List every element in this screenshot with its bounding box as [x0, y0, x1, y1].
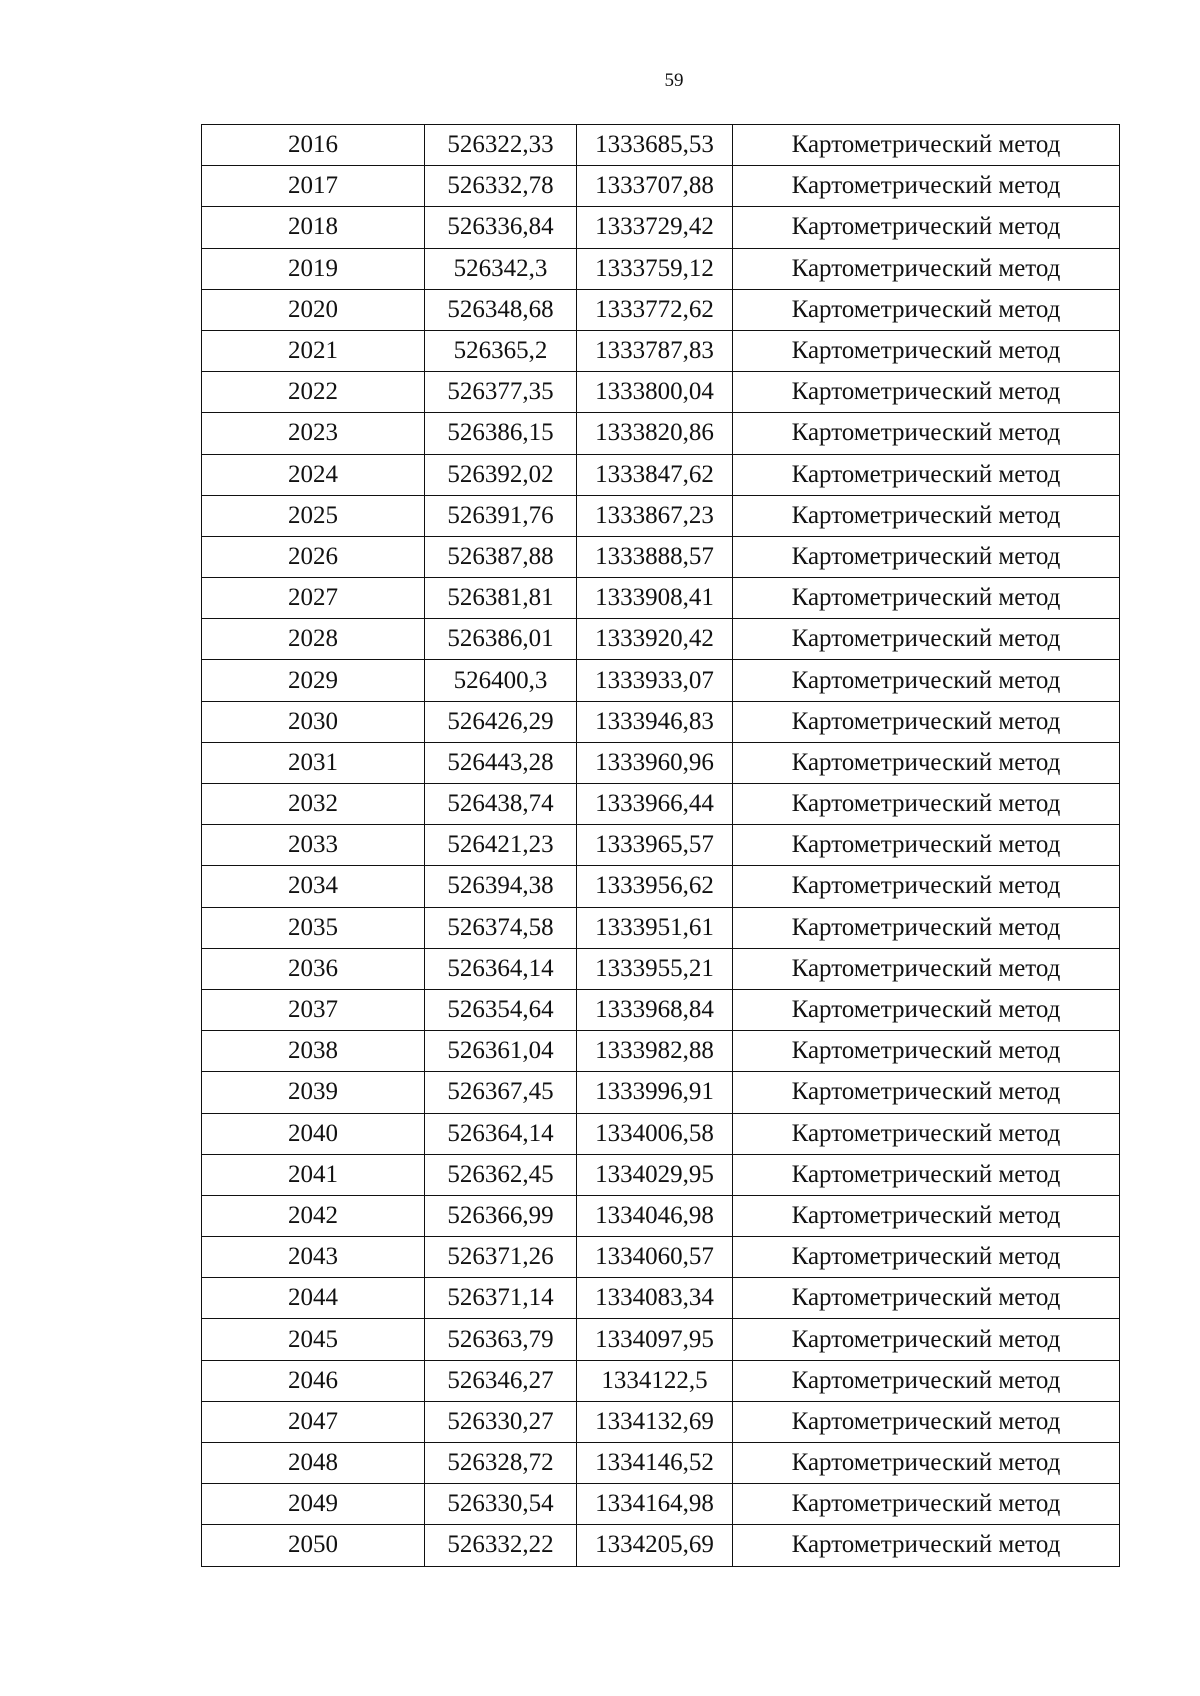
point-number-cell: 2049 — [202, 1484, 425, 1525]
method-cell: Картометрический метод — [733, 701, 1120, 742]
x-coordinate-cell: 526364,14 — [425, 1113, 577, 1154]
table-row — [202, 536, 1120, 577]
y-coordinate-cell: 1333888,57 — [577, 536, 733, 577]
x-coordinate-cell: 526362,45 — [425, 1154, 577, 1195]
point-number-cell: 2035 — [202, 907, 425, 948]
y-coordinate-cell: 1333787,83 — [577, 330, 733, 371]
method-cell: Картометрический метод — [733, 989, 1120, 1030]
method-cell: Картометрический метод — [733, 1237, 1120, 1278]
method-cell: Картометрический метод — [733, 1401, 1120, 1442]
y-coordinate-cell: 1334122,5 — [577, 1360, 733, 1401]
point-number-cell: 2029 — [202, 660, 425, 701]
method-cell: Картометрический метод — [733, 1484, 1120, 1525]
point-number-cell: 2033 — [202, 825, 425, 866]
y-coordinate-cell: 1333908,41 — [577, 578, 733, 619]
table-row — [202, 907, 1120, 948]
point-number-cell: 2032 — [202, 784, 425, 825]
x-coordinate-cell: 526346,27 — [425, 1360, 577, 1401]
point-number-cell: 2025 — [202, 495, 425, 536]
y-coordinate-cell: 1333946,83 — [577, 701, 733, 742]
method-cell: Картометрический метод — [733, 1360, 1120, 1401]
x-coordinate-cell: 526366,99 — [425, 1195, 577, 1236]
x-coordinate-cell: 526328,72 — [425, 1443, 577, 1484]
y-coordinate-cell: 1333820,86 — [577, 413, 733, 454]
point-number-cell: 2018 — [202, 207, 425, 248]
table-row — [202, 866, 1120, 907]
table-row — [202, 948, 1120, 989]
method-cell: Картометрический метод — [733, 454, 1120, 495]
y-coordinate-cell: 1333956,62 — [577, 866, 733, 907]
point-number-cell: 2040 — [202, 1113, 425, 1154]
table-row — [202, 1443, 1120, 1484]
x-coordinate-cell: 526386,01 — [425, 619, 577, 660]
method-cell: Картометрический метод — [733, 289, 1120, 330]
x-coordinate-cell: 526426,29 — [425, 701, 577, 742]
method-cell: Картометрический метод — [733, 907, 1120, 948]
table-row — [202, 1319, 1120, 1360]
point-number-cell: 2019 — [202, 248, 425, 289]
y-coordinate-cell: 1333996,91 — [577, 1072, 733, 1113]
point-number-cell: 2036 — [202, 948, 425, 989]
table-row — [202, 1360, 1120, 1401]
point-number-cell: 2037 — [202, 989, 425, 1030]
x-coordinate-cell: 526332,78 — [425, 166, 577, 207]
y-coordinate-cell: 1334132,69 — [577, 1401, 733, 1442]
point-number-cell: 2031 — [202, 742, 425, 783]
table-row — [202, 660, 1120, 701]
table-row — [202, 1031, 1120, 1072]
y-coordinate-cell: 1333933,07 — [577, 660, 733, 701]
table-row — [202, 1525, 1120, 1566]
y-coordinate-cell: 1334029,95 — [577, 1154, 733, 1195]
y-coordinate-cell: 1334097,95 — [577, 1319, 733, 1360]
point-number-cell: 2043 — [202, 1237, 425, 1278]
y-coordinate-cell: 1333867,23 — [577, 495, 733, 536]
table-row — [202, 1154, 1120, 1195]
point-number-cell: 2016 — [202, 125, 425, 166]
x-coordinate-cell: 526421,23 — [425, 825, 577, 866]
table-row — [202, 289, 1120, 330]
y-coordinate-cell: 1334146,52 — [577, 1443, 733, 1484]
x-coordinate-cell: 526387,88 — [425, 536, 577, 577]
point-number-cell: 2050 — [202, 1525, 425, 1566]
y-coordinate-cell: 1333955,21 — [577, 948, 733, 989]
x-coordinate-cell: 526443,28 — [425, 742, 577, 783]
y-coordinate-cell: 1333920,42 — [577, 619, 733, 660]
point-number-cell: 2021 — [202, 330, 425, 371]
table-row — [202, 248, 1120, 289]
y-coordinate-cell: 1333965,57 — [577, 825, 733, 866]
table-row — [202, 166, 1120, 207]
point-number-cell: 2042 — [202, 1195, 425, 1236]
x-coordinate-cell: 526322,33 — [425, 125, 577, 166]
table-row — [202, 619, 1120, 660]
point-number-cell: 2038 — [202, 1031, 425, 1072]
method-cell: Картометрический метод — [733, 1319, 1120, 1360]
table-row — [202, 1195, 1120, 1236]
method-cell: Картометрический метод — [733, 866, 1120, 907]
point-number-cell: 2020 — [202, 289, 425, 330]
x-coordinate-cell: 526354,64 — [425, 989, 577, 1030]
method-cell: Картометрический метод — [733, 1443, 1120, 1484]
point-number-cell: 2041 — [202, 1154, 425, 1195]
method-cell: Картометрический метод — [733, 1031, 1120, 1072]
table-row — [202, 1484, 1120, 1525]
point-number-cell: 2024 — [202, 454, 425, 495]
method-cell: Картометрический метод — [733, 825, 1120, 866]
x-coordinate-cell: 526348,68 — [425, 289, 577, 330]
point-number-cell: 2022 — [202, 372, 425, 413]
y-coordinate-cell: 1334164,98 — [577, 1484, 733, 1525]
y-coordinate-cell: 1333772,62 — [577, 289, 733, 330]
method-cell: Картометрический метод — [733, 413, 1120, 454]
point-number-cell: 2044 — [202, 1278, 425, 1319]
method-cell: Картометрический метод — [733, 1525, 1120, 1566]
y-coordinate-cell: 1333707,88 — [577, 166, 733, 207]
table-row — [202, 701, 1120, 742]
x-coordinate-cell: 526381,81 — [425, 578, 577, 619]
x-coordinate-cell: 526374,58 — [425, 907, 577, 948]
table-row — [202, 1072, 1120, 1113]
y-coordinate-cell: 1333982,88 — [577, 1031, 733, 1072]
x-coordinate-cell: 526330,54 — [425, 1484, 577, 1525]
point-number-cell: 2047 — [202, 1401, 425, 1442]
method-cell: Картометрический метод — [733, 1072, 1120, 1113]
method-cell: Картометрический метод — [733, 166, 1120, 207]
point-number-cell: 2045 — [202, 1319, 425, 1360]
table-row — [202, 1237, 1120, 1278]
y-coordinate-cell: 1334006,58 — [577, 1113, 733, 1154]
x-coordinate-cell: 526364,14 — [425, 948, 577, 989]
x-coordinate-cell: 526377,35 — [425, 372, 577, 413]
method-cell: Картометрический метод — [733, 1154, 1120, 1195]
x-coordinate-cell: 526332,22 — [425, 1525, 577, 1566]
x-coordinate-cell: 526342,3 — [425, 248, 577, 289]
method-cell: Картометрический метод — [733, 248, 1120, 289]
table-row — [202, 413, 1120, 454]
point-number-cell: 2017 — [202, 166, 425, 207]
point-number-cell: 2039 — [202, 1072, 425, 1113]
table-row — [202, 372, 1120, 413]
method-cell: Картометрический метод — [733, 1113, 1120, 1154]
coordinates-table — [201, 124, 1120, 1567]
table-row — [202, 825, 1120, 866]
method-cell: Картометрический метод — [733, 619, 1120, 660]
x-coordinate-cell: 526336,84 — [425, 207, 577, 248]
table-row — [202, 989, 1120, 1030]
point-number-cell: 2027 — [202, 578, 425, 619]
y-coordinate-cell: 1333800,04 — [577, 372, 733, 413]
x-coordinate-cell: 526400,3 — [425, 660, 577, 701]
x-coordinate-cell: 526365,2 — [425, 330, 577, 371]
method-cell: Картометрический метод — [733, 660, 1120, 701]
y-coordinate-cell: 1333759,12 — [577, 248, 733, 289]
method-cell: Картометрический метод — [733, 495, 1120, 536]
point-number-cell: 2026 — [202, 536, 425, 577]
y-coordinate-cell: 1333729,42 — [577, 207, 733, 248]
x-coordinate-cell: 526371,26 — [425, 1237, 577, 1278]
y-coordinate-cell: 1334205,69 — [577, 1525, 733, 1566]
y-coordinate-cell: 1333968,84 — [577, 989, 733, 1030]
point-number-cell: 2028 — [202, 619, 425, 660]
table-row — [202, 784, 1120, 825]
method-cell: Картометрический метод — [733, 1278, 1120, 1319]
x-coordinate-cell: 526386,15 — [425, 413, 577, 454]
table-row — [202, 207, 1120, 248]
coordinates-table-body — [202, 125, 1120, 1567]
method-cell: Картометрический метод — [733, 1195, 1120, 1236]
x-coordinate-cell: 526438,74 — [425, 784, 577, 825]
method-cell: Картометрический метод — [733, 125, 1120, 166]
y-coordinate-cell: 1333966,44 — [577, 784, 733, 825]
y-coordinate-cell: 1333685,53 — [577, 125, 733, 166]
point-number-cell: 2034 — [202, 866, 425, 907]
table-row — [202, 1278, 1120, 1319]
x-coordinate-cell: 526392,02 — [425, 454, 577, 495]
x-coordinate-cell: 526391,76 — [425, 495, 577, 536]
table-row — [202, 454, 1120, 495]
table-row — [202, 125, 1120, 166]
y-coordinate-cell: 1334060,57 — [577, 1237, 733, 1278]
x-coordinate-cell: 526330,27 — [425, 1401, 577, 1442]
method-cell: Картометрический метод — [733, 578, 1120, 619]
y-coordinate-cell: 1334083,34 — [577, 1278, 733, 1319]
table-row — [202, 742, 1120, 783]
table-row — [202, 1113, 1120, 1154]
table-row — [202, 1401, 1120, 1442]
method-cell: Картометрический метод — [733, 330, 1120, 371]
method-cell: Картометрический метод — [733, 536, 1120, 577]
page-number: 59 — [664, 70, 684, 91]
x-coordinate-cell: 526394,38 — [425, 866, 577, 907]
point-number-cell: 2046 — [202, 1360, 425, 1401]
x-coordinate-cell: 526361,04 — [425, 1031, 577, 1072]
point-number-cell: 2023 — [202, 413, 425, 454]
table-row — [202, 578, 1120, 619]
point-number-cell: 2030 — [202, 701, 425, 742]
y-coordinate-cell: 1333847,62 — [577, 454, 733, 495]
method-cell: Картометрический метод — [733, 948, 1120, 989]
point-number-cell: 2048 — [202, 1443, 425, 1484]
method-cell: Картометрический метод — [733, 207, 1120, 248]
x-coordinate-cell: 526367,45 — [425, 1072, 577, 1113]
method-cell: Картометрический метод — [733, 742, 1120, 783]
y-coordinate-cell: 1333960,96 — [577, 742, 733, 783]
table-row — [202, 495, 1120, 536]
x-coordinate-cell: 526363,79 — [425, 1319, 577, 1360]
method-cell: Картометрический метод — [733, 372, 1120, 413]
x-coordinate-cell: 526371,14 — [425, 1278, 577, 1319]
table-row — [202, 330, 1120, 371]
y-coordinate-cell: 1333951,61 — [577, 907, 733, 948]
method-cell: Картометрический метод — [733, 784, 1120, 825]
y-coordinate-cell: 1334046,98 — [577, 1195, 733, 1236]
